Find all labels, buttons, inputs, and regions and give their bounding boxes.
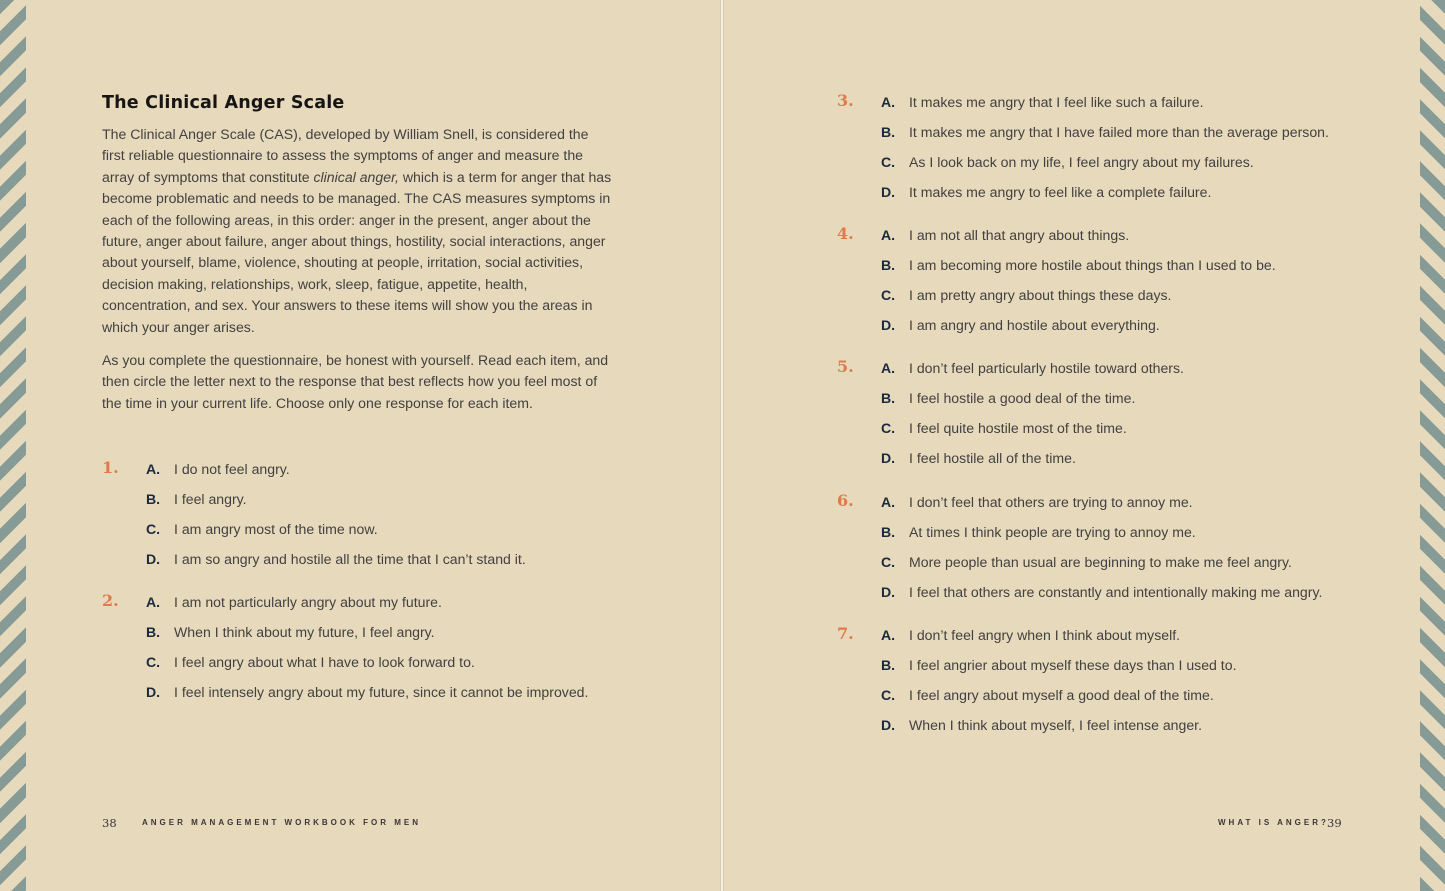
option-letter: B. [881, 657, 896, 673]
answer-option-a[interactable] [881, 360, 1184, 380]
left-page [0, 0, 720, 891]
question-number: 3. [837, 91, 854, 110]
option-letter: B. [881, 390, 896, 406]
option-text: I am becoming more hostile about things than I used to be. [909, 257, 1276, 273]
answer-option-d[interactable] [881, 184, 1211, 204]
answer-option-c[interactable] [146, 521, 378, 541]
answer-option-a[interactable] [146, 594, 442, 614]
option-text: It makes me angry that I feel like such a failure. [909, 94, 1204, 110]
question-number: 2. [102, 591, 119, 610]
option-text: When I think about myself, I feel intense anger. [909, 717, 1203, 733]
decorative-stripe-border-left [0, 0, 26, 891]
answer-option-b[interactable] [881, 257, 1276, 277]
option-text: It makes me angry that I have failed more than the average person. [909, 124, 1329, 140]
question-number: 6. [837, 491, 854, 510]
option-letter: D. [881, 717, 896, 733]
option-letter: D. [881, 317, 896, 333]
option-text: I am not particularly angry about my future. [174, 594, 442, 610]
decorative-stripe-border-right [1420, 0, 1445, 891]
answer-option-d[interactable] [881, 584, 1322, 604]
option-letter: C. [881, 287, 896, 303]
option-text: At times I think people are trying to annoy me. [909, 524, 1196, 540]
question-number: 5. [837, 357, 854, 376]
option-letter: A. [881, 627, 896, 643]
option-letter: C. [146, 521, 161, 537]
option-letter: A. [881, 227, 896, 243]
option-text: I am pretty angry about things these days. [909, 287, 1172, 303]
intro-text-part-2: which is a term for anger that has become problematic and needs to be managed. The CAS measures symptoms in each of the following areas, in this order: anger in the present, anger about the future, anger about failure, anger about things, hostility, social interactions, anger about yourself, blame, violence, shouting at people, irritation, social activities, decision making, relationships, work, sleep, fatigue, appetite, health, concentration, and sex. Your answers to these items will show you the areas in which your anger arises. [102, 168, 612, 335]
answer-option-c[interactable] [881, 554, 1292, 574]
answer-option-d[interactable] [881, 317, 1160, 337]
answer-option-c[interactable] [881, 154, 1254, 174]
option-text: More people than usual are beginning to make me feel angry. [909, 554, 1292, 570]
option-text: I feel angry about what I have to look forward to. [174, 654, 475, 670]
option-text: It makes me angry to feel like a complete failure. [909, 184, 1212, 200]
answer-option-b[interactable] [146, 624, 435, 644]
option-text: I feel hostile all of the time. [909, 450, 1076, 466]
option-letter: B. [881, 524, 896, 540]
option-text: I feel that others are constantly and intentionally making me angry. [909, 584, 1323, 600]
question-number: 7. [837, 624, 854, 643]
answer-option-a[interactable] [881, 494, 1193, 514]
answer-option-a[interactable] [881, 227, 1129, 247]
intro-paragraph [102, 124, 612, 338]
option-text: I don’t feel particularly hostile toward others. [909, 360, 1184, 376]
option-letter: A. [881, 94, 896, 110]
option-text: I am angry most of the time now. [174, 521, 378, 537]
option-text: I do not feel angry. [174, 461, 290, 477]
answer-option-c[interactable] [881, 687, 1214, 707]
answer-option-d[interactable] [146, 684, 588, 704]
option-text: I don’t feel that others are trying to annoy me. [909, 494, 1193, 510]
question-number: 4. [837, 224, 854, 243]
answer-option-d[interactable] [881, 450, 1076, 470]
page-number-right: 39 [1327, 816, 1342, 830]
option-letter: C. [881, 154, 896, 170]
intro-italic-term: clinical anger, [313, 168, 399, 185]
option-letter: A. [881, 360, 896, 376]
option-letter: B. [881, 257, 896, 273]
answer-option-c[interactable] [881, 420, 1127, 440]
section-title: The Clinical Anger Scale [102, 93, 345, 113]
option-text: I feel intensely angry about my future, since it cannot be improved. [174, 684, 589, 700]
running-head-left: ANGER MANAGEMENT WORKBOOK FOR MEN [142, 818, 421, 827]
option-letter: A. [146, 461, 161, 477]
option-text: I feel hostile a good deal of the time. [909, 390, 1136, 406]
option-letter: C. [881, 554, 896, 570]
answer-option-a[interactable] [881, 94, 1204, 114]
option-letter: B. [146, 624, 161, 640]
answer-option-c[interactable] [881, 287, 1171, 307]
option-text: I don’t feel angry when I think about myself. [909, 627, 1181, 643]
answer-option-c[interactable] [146, 654, 475, 674]
option-letter: A. [146, 594, 161, 610]
running-head-right: WHAT IS ANGER? [1218, 818, 1329, 827]
answer-option-a[interactable] [881, 627, 1180, 647]
option-letter: B. [881, 124, 896, 140]
answer-option-b[interactable] [146, 491, 247, 511]
option-letter: C. [881, 420, 896, 436]
answer-option-a[interactable] [146, 461, 290, 481]
option-letter: D. [881, 184, 896, 200]
option-text: I am not all that angry about things. [909, 227, 1130, 243]
answer-option-b[interactable] [881, 390, 1135, 410]
option-text: I am angry and hostile about everything. [909, 317, 1160, 333]
answer-option-b[interactable] [881, 524, 1196, 544]
option-text: I feel angrier about myself these days than I used to. [909, 657, 1237, 673]
option-letter: A. [881, 494, 896, 510]
option-text: I am so angry and hostile all the time that I can’t stand it. [174, 551, 526, 567]
option-text: As I look back on my life, I feel angry about my failures. [909, 154, 1254, 170]
intro-text-part-1: The Clinical Anger Scale (CAS), developed by William Snell, is considered the first reliable questionnaire to assess the symptoms of anger and measure the array of symptoms that constitute [102, 126, 589, 185]
question-number: 1. [102, 458, 119, 477]
option-letter: D. [881, 450, 896, 466]
option-text: I feel quite hostile most of the time. [909, 420, 1127, 436]
option-letter: D. [146, 551, 161, 567]
answer-option-d[interactable] [881, 717, 1202, 737]
option-letter: C. [146, 654, 161, 670]
answer-option-b[interactable] [881, 657, 1236, 677]
page-number-left: 38 [102, 816, 117, 830]
instructions-paragraph: As you complete the questionnaire, be honest with yourself. Read each item, and then circle the letter next to the response that best reflects how you feel most of the time in your current life. Choose only one response for each item. [102, 352, 609, 411]
answer-option-d[interactable] [146, 551, 526, 571]
option-letter: D. [881, 584, 896, 600]
option-text: I feel angry about myself a good deal of the time. [909, 687, 1214, 703]
option-letter: C. [881, 687, 896, 703]
option-text: When I think about my future, I feel angry. [174, 624, 435, 640]
option-letter: D. [146, 684, 161, 700]
answer-option-b[interactable] [881, 124, 1329, 144]
option-text: I feel angry. [174, 491, 247, 507]
option-letter: B. [146, 491, 161, 507]
